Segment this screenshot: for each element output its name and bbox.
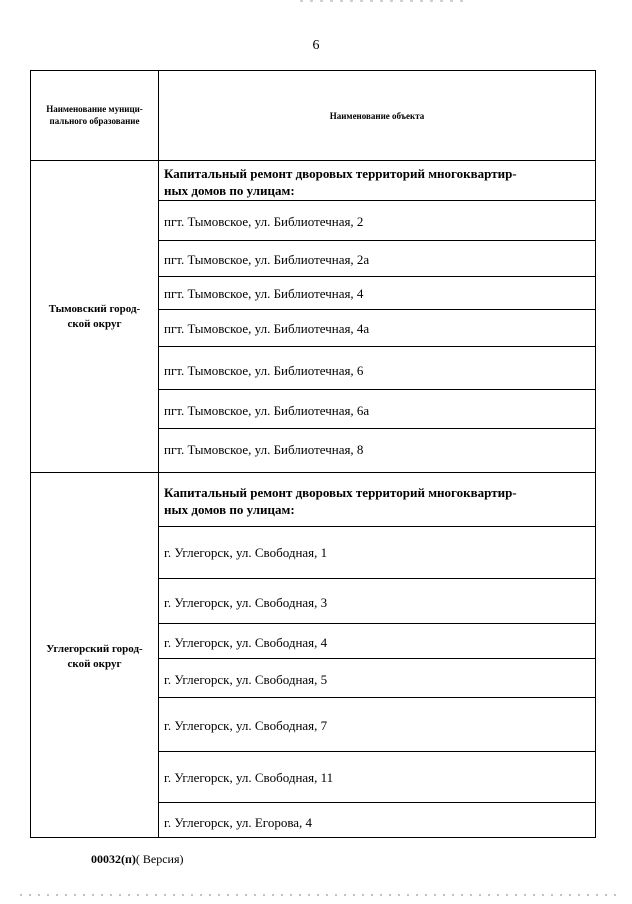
row-divider (158, 389, 595, 390)
row-divider (158, 428, 595, 429)
row-divider (158, 697, 595, 698)
row-divider (158, 276, 595, 277)
row-divider (158, 623, 595, 624)
row-divider (158, 802, 595, 803)
row-divider (158, 346, 595, 347)
scan-artifact-bottom (20, 894, 620, 896)
address-row: г. Углегорск, ул. Свободная, 1 (164, 545, 328, 560)
section-title: Капитальный ремонт дворовых территорий многоквартир- ных домов по улицам: (164, 485, 517, 517)
row-divider (158, 200, 595, 201)
document-code: 00032(п) (91, 852, 136, 866)
address-row: пгт. Тымовское, ул. Библиотечная, 6а (164, 403, 370, 418)
section-divider (31, 472, 595, 473)
header-divider (31, 160, 595, 161)
section-title: Капитальный ремонт дворовых территорий многоквартир- ных домов по улицам: (164, 166, 517, 198)
row-divider (158, 309, 595, 310)
address-row: г. Углегорск, ул. Свободная, 7 (164, 718, 328, 733)
address-row: г. Углегорск, ул. Свободная, 5 (164, 672, 328, 687)
address-row: г. Углегорск, ул. Егорова, 4 (164, 815, 313, 830)
address-row: пгт. Тымовское, ул. Библиотечная, 4 (164, 286, 364, 301)
row-divider (158, 658, 595, 659)
row-divider (158, 578, 595, 579)
address-row: пгт. Тымовское, ул. Библиотечная, 6 (164, 363, 364, 378)
address-row: г. Углегорск, ул. Свободная, 11 (164, 770, 334, 785)
address-row: г. Углегорск, ул. Свободная, 3 (164, 595, 328, 610)
address-row: пгт. Тымовское, ул. Библиотечная, 2 (164, 214, 364, 229)
region-uglegorsky: Углегорский город- ской округ (46, 643, 143, 670)
address-row: пгт. Тымовское, ул. Библиотечная, 2а (164, 252, 370, 267)
address-row: г. Углегорск, ул. Свободная, 4 (164, 635, 328, 650)
document-footer (91, 852, 184, 867)
row-divider (158, 751, 595, 752)
header-object: Наименование объекта (329, 111, 425, 121)
document-version: ( Версия) (135, 852, 184, 866)
header-municipality: Наименование муници- пального образование (46, 104, 143, 126)
page-number: 6 (312, 38, 320, 53)
scan-artifact-top (300, 0, 470, 2)
region-tymovsky: Тымовский город- ской округ (48, 303, 141, 330)
row-divider (158, 240, 595, 241)
address-row: пгт. Тымовское, ул. Библиотечная, 4а (164, 321, 370, 336)
row-divider (158, 526, 595, 527)
column-divider (158, 71, 159, 837)
address-row: пгт. Тымовское, ул. Библиотечная, 8 (164, 442, 364, 457)
objects-table (30, 70, 596, 838)
